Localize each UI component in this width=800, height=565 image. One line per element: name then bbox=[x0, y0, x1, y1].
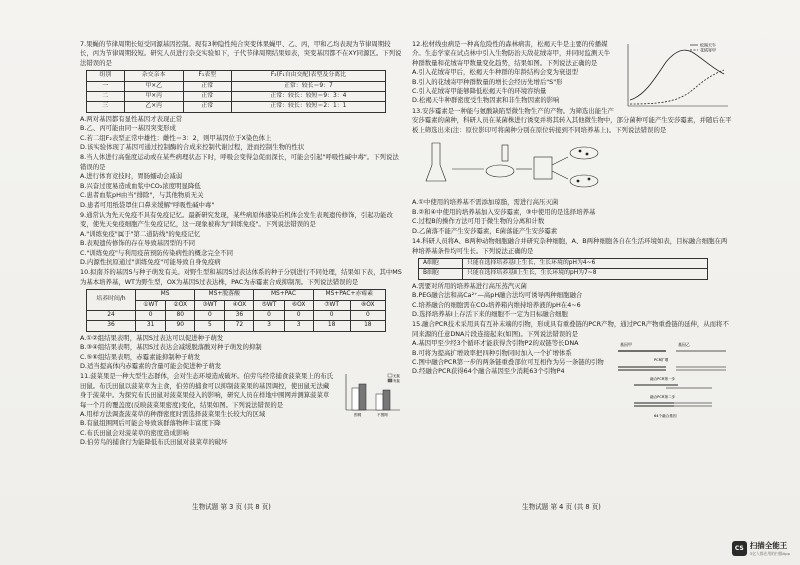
option-c: C.若二组F₂表型正常中雄性：雌性＝3：2，则甲基因位于X染色体上 bbox=[80, 133, 272, 142]
logo-title: 扫描全能王 bbox=[749, 541, 788, 550]
table-cell: 0 bbox=[195, 310, 225, 320]
table-row bbox=[87, 102, 386, 112]
question-12-stem: 12.松材线虫病是一种高危险性的森林病害，松褐天牛是主要的传播媒介。生态学家在试点林中引入生物防治天敌花绒寄甲，并同时监测天牛种群数量和花绒寄甲数量变化趋势，结果如图。下列说法正确的是 bbox=[412, 40, 611, 67]
table-header: MS+脱落酸 bbox=[195, 290, 254, 300]
table-subheader: ⑦WT bbox=[313, 300, 350, 310]
table-cell: 90 bbox=[166, 321, 195, 331]
table-cell: 18 bbox=[350, 321, 385, 331]
legend-label: 有鼠 bbox=[393, 379, 400, 384]
table-cell: A细胞 bbox=[419, 258, 463, 268]
bar-no-mouse-fenced bbox=[352, 388, 359, 410]
question-15-fusion-pcr-diagram bbox=[614, 339, 732, 421]
question-8-stem: 8.当人体进行高强度运动或在某些病理状态下时，呼吸会变得急促而深长，可能会引起"呼吸性碱中毒"。下列说法错误的是 bbox=[80, 153, 399, 171]
question-7-stem: 7.果蝇的节律周期长短受同源基因控制。现有3种隐性纯合突变体果蝇甲、乙、丙，甲和乙均表现为节律周期较长，丙为节律周期较短。研究人员进行杂交实验如下，子代节律周期结果如表，突变基因都不在XY同源区。下列说法错误的是 bbox=[80, 40, 402, 67]
question-9-stem: 9.通常认为先天免疫不具有免疫记忆。最新研究发现，某些病原体感染后机体会发生表观遗传修饰，引起功能改变，使先天免疫细胞产生免疫记忆，这一现象被称为"训练免疫"。下列说法错误的是 bbox=[80, 210, 393, 229]
question-14-stem: 14.科研人员将A、B两种动物细胞融合并研究杂种细胞，A、B两种细胞各自在生活环境如表，目标融合细胞在两种培养基条件均可生长。下列说法正确的是 bbox=[412, 237, 728, 255]
bar-mouse-open bbox=[383, 390, 390, 410]
table-subheader: ⑧OX bbox=[350, 300, 385, 310]
table-subheader: ⑥OX bbox=[284, 300, 313, 310]
question-7-table bbox=[86, 70, 386, 113]
table-cell: 36 bbox=[225, 310, 254, 320]
table-cell: 正常 bbox=[183, 102, 231, 112]
table-cell: 一 bbox=[87, 81, 125, 91]
option-a: A.需要对所用的培养基进行高压蒸汽灭菌 bbox=[412, 281, 527, 290]
table-row bbox=[87, 81, 386, 91]
option-b: B.PEG融合法和高Ca²⁺—高pH融合法均可诱导两种细胞融合 bbox=[412, 291, 583, 300]
table-header: MS+PAC bbox=[254, 290, 313, 300]
petri-dish-icon bbox=[486, 165, 514, 177]
page-footer-3: 生物试题 第 3 页 (共 8 页) bbox=[192, 503, 271, 511]
table-header: 杂交亲本 bbox=[124, 71, 183, 81]
question-11-bar-figure bbox=[338, 372, 402, 418]
page-footer-4: 生物试题 第 4 页 (共 8 页) bbox=[522, 503, 601, 511]
bar-no-mouse-open bbox=[376, 394, 383, 410]
option-b: B.可将为提高扩增效率把四种引物同时加入一个扩增体系 bbox=[412, 348, 572, 357]
option-a: A.两对基因都有显性基因才表现正常 bbox=[80, 114, 183, 123]
option-b: B.③④组结果表明，基因S过表达会减缓脱落酸对种子萌发的抑制 bbox=[80, 343, 262, 352]
table-row bbox=[87, 321, 386, 331]
table-cell: 正常 bbox=[183, 81, 231, 91]
diagram-label: 融合PCR第二步 bbox=[650, 395, 676, 400]
table-cell: 只能在选择培养基Ⅱ上生长，生长环境的pH为7~8 bbox=[462, 269, 707, 279]
x-tick-label: 围网 bbox=[354, 413, 362, 418]
question-15 bbox=[412, 320, 732, 419]
option-a: A.基因甲至少经3个循环才能获得含引物P2的双链等长DNA bbox=[412, 339, 579, 348]
table-cell: 24 bbox=[87, 310, 136, 320]
option-d: D.患者可用纸袋罩住口鼻来缓解"呼吸性碱中毒" bbox=[80, 200, 215, 209]
table-row bbox=[87, 92, 386, 102]
option-a: A.①②组结果表明，基因S过表达可以促进种子萌发 bbox=[80, 333, 224, 342]
option-d: D.松褐天牛种群密度受生物因素和非生物因素的影响 bbox=[412, 96, 560, 105]
option-c: C.⑤⑥组结果表明，赤霉素能抑制种子萌发 bbox=[80, 352, 201, 361]
table-cell: 三 bbox=[87, 102, 125, 112]
question-10-stem: 10.拟南芥的基因S与种子萌发有关。对野生型和基因S过表达体系的种子分别进行不同处理，结果如下表，其中MS为基本培养基，WT为野生型，OX为基因S过表达株，PAC为赤霉素合成抑制剂。下列说法错误的是 bbox=[80, 268, 402, 286]
table-cell: 正常：较长：较短＝2：1：1 bbox=[231, 102, 385, 112]
legend-label: 松褐天牛 bbox=[700, 42, 716, 48]
option-c: C.引入花绒寄甲能够降低松褐天牛的环境容纳量 bbox=[412, 87, 547, 96]
option-b: B.表观遗传修饰的存在导致基因型的不同 bbox=[80, 239, 196, 248]
question-10 bbox=[80, 268, 402, 371]
table-cell: 甲×乙 bbox=[124, 81, 183, 91]
option-b: B.②和④中使用的培养基加入安莎霉素，③中使用的是选择培养基 bbox=[412, 207, 596, 216]
table-header: 培养时间/h bbox=[87, 290, 136, 311]
table-cell: 正常：较长：较短＝9：3：4 bbox=[231, 92, 385, 102]
petri-dish-icon bbox=[570, 147, 598, 159]
series-beetle-line bbox=[630, 50, 724, 100]
table-cell: 正常：较长＝9：7 bbox=[231, 81, 385, 91]
option-b: B.引入的花绒寄甲种群数量的增长会经历先增后"S"形 bbox=[412, 77, 563, 86]
table-cell: 72 bbox=[225, 321, 254, 331]
table-subheader: ②OX bbox=[166, 300, 195, 310]
table-cell: 36 bbox=[87, 321, 136, 331]
table-row bbox=[87, 310, 386, 320]
question-15-stem: 15.融合PCR技术采用具有互补末端的引物，形成具有重叠链的PCR产物，通过PCR产物重叠链的延伸，从而将不同来源的任意DNA片段连接起来(如图)。下列说法错误的是 bbox=[412, 320, 729, 338]
bar-mouse-fenced bbox=[359, 384, 366, 410]
table-cell: 0 bbox=[284, 310, 313, 320]
legend-label: 无鼠 bbox=[393, 374, 400, 379]
option-a: A.进行体育竞技时，胃肠蠕动会减弱 bbox=[80, 172, 183, 181]
option-d: D.选择培养基Ⅰ上存活下来的细胞不一定为目标融合细胞 bbox=[412, 309, 568, 318]
table-subheader: ③WT bbox=[195, 300, 225, 310]
diagram-label: 融合PCR第一步 bbox=[650, 377, 676, 382]
option-c: C.过程B的操作方法可用于微生物的分离和计数 bbox=[412, 217, 545, 226]
table-subheader: ①WT bbox=[135, 300, 165, 310]
table-subheader: ④OX bbox=[225, 300, 254, 310]
series-parasitoid-line bbox=[630, 70, 724, 104]
option-d: D.乙菌落不能产生安莎霉素，E菌落能产生安莎霉素 bbox=[412, 226, 558, 235]
question-12-line-figure bbox=[620, 40, 732, 114]
table-row bbox=[419, 269, 708, 279]
table-cell: 0 bbox=[254, 310, 284, 320]
table-cell: 3 bbox=[254, 321, 284, 331]
option-c: C.图中融合PCR第一步的两条链重叠部位可互相作为另一条链的引物 bbox=[412, 357, 604, 366]
question-13-procedure-figure bbox=[412, 135, 612, 195]
table-cell: 80 bbox=[166, 310, 195, 320]
question-10-table bbox=[86, 289, 386, 332]
question-13-stem: 13.安莎霉素是一种能与氨酸缺陷型微生物生产的产物。为筛选出能生产安莎霉素的菌种，科研人员在某菌株进行诱变并将其转入其他微生物中，部分菌种可能产生安莎霉素，并随后在平板上筛选出来(注：原位影印可将菌种分别在原位转接到不同培养基上)。下列说法错误的是 bbox=[412, 106, 732, 134]
table-subheader: ⑤WT bbox=[254, 300, 284, 310]
question-8 bbox=[80, 153, 402, 209]
option-b: B.有鼠组围网后可能会导致该群落物种丰富度下降 bbox=[80, 419, 221, 428]
incubator-icon bbox=[534, 157, 552, 179]
table-cell: 乙×丙 bbox=[124, 102, 183, 112]
question-11-stem: 11.菠菜果是一种大型生态群体，会对生态环境造成破坏。伯劳鸟经常捕食菠菜果上的布氏田鼠。布氏田鼠以菠菜草为主食，伯劳的捕食可以抑制菠菜果的基因调控，使田鼠无法藏身于菠菜中。为探究布氏田鼠对菠菜果侵入的影响，研究人员在样地中围网并测算菠菜草每一个月的覆盖度(反映菠菜果密度)变化，结果如图。下列说法错误的是 bbox=[80, 372, 334, 409]
table-row bbox=[419, 258, 708, 268]
right-column bbox=[412, 40, 732, 421]
table-cell: 0 bbox=[350, 310, 385, 320]
diagram-label: 64个融合基因 bbox=[654, 414, 677, 419]
option-d: D.经融合PCR获得64个融合基因至少消耗63个引物P4 bbox=[412, 367, 565, 376]
petri-dish-icon bbox=[570, 175, 598, 187]
option-a: A.①中使用的培养基不需添加琼脂，需进行高压灭菌 bbox=[412, 198, 559, 207]
option-d: D.适当提高体内赤霉素的含量可能会促进种子萌发 bbox=[80, 362, 222, 370]
option-d: D.该实验体现了基因可通过控制酶的合成来控制代谢过程，进而控制生物的性状 bbox=[80, 143, 305, 152]
scanner-app-logo bbox=[732, 540, 790, 557]
x-tick-label: 不围网 bbox=[377, 413, 388, 418]
table-header: 组别 bbox=[87, 71, 125, 81]
camscanner-icon: CS bbox=[732, 541, 747, 556]
question-14-table bbox=[418, 258, 708, 280]
diagram-label: 基因乙 bbox=[678, 342, 690, 348]
question-14 bbox=[412, 237, 732, 319]
option-c: C.患者血浆pH由当"排除"，与其他物质无关 bbox=[80, 191, 204, 200]
option-b: B.乙、丙可能由同一基因突变形成 bbox=[80, 124, 176, 133]
table-header: MS+PAC+赤霉素 bbox=[313, 290, 385, 300]
table-cell: 二 bbox=[87, 92, 125, 102]
table-cell: 5 bbox=[195, 321, 225, 331]
option-a: A."训练免疫"属于"第二道防线"的免疫记忆 bbox=[80, 229, 201, 238]
option-a: A.用样方法调查菠菜草的种群密度时需选择菠菜果生长较大的区域 bbox=[80, 410, 266, 419]
table-header: F₂(F₁自由交配)表型及分离比 bbox=[231, 71, 385, 81]
question-7 bbox=[80, 40, 402, 152]
table-cell: B细胞 bbox=[419, 269, 463, 279]
option-b: B.兴奋过度易造成血浆中CO₂浓度明显降低 bbox=[80, 181, 201, 190]
logo-subtitle: 3亿人都在用的扫描App bbox=[749, 551, 790, 556]
table-cell: 0 bbox=[135, 310, 165, 320]
table-header: F₁表型 bbox=[183, 71, 231, 81]
question-11 bbox=[80, 372, 402, 447]
table-cell: 0 bbox=[313, 310, 350, 320]
question-9 bbox=[80, 211, 402, 267]
option-d: D.伯劳鸟的捕食行为能降低布氏田鼠对菠菜草的破坏 bbox=[80, 438, 228, 447]
table-cell: 31 bbox=[135, 321, 165, 331]
option-d: D.内源性抗原通过"训练免疫"可能导致自身免疫病 bbox=[80, 257, 221, 266]
diagram-label: 基因甲 bbox=[620, 342, 632, 348]
question-12 bbox=[412, 40, 732, 106]
question-13 bbox=[412, 107, 732, 236]
flask-icon bbox=[426, 143, 446, 181]
diagram-label: PCR扩增 bbox=[654, 358, 669, 363]
option-c: C.布氏田鼠会对菠菜草的密度造成影响 bbox=[80, 428, 189, 437]
table-cell: 只能在选择培养基Ⅰ上生长，生长环境的pH为4~6 bbox=[462, 258, 707, 268]
table-cell: 正常 bbox=[183, 92, 231, 102]
option-a: A.引入花绒寄甲后，松褐天牛种群的年龄结构会变为衰退型 bbox=[412, 68, 579, 77]
table-header: MS bbox=[135, 290, 194, 300]
table-cell: 3 bbox=[284, 321, 313, 331]
left-column bbox=[80, 40, 402, 449]
legend-label: 花绒寄甲 bbox=[700, 47, 716, 53]
table-cell: 18 bbox=[313, 321, 350, 331]
option-c: C.培养融合的细胞需在CO₂培养箱内维持培养液的pH在4~6 bbox=[412, 300, 581, 309]
option-c: C."训练免疫"与利用疫苗预防传染病性的概念完全不同 bbox=[80, 248, 233, 257]
table-cell: 甲×丙 bbox=[124, 92, 183, 102]
